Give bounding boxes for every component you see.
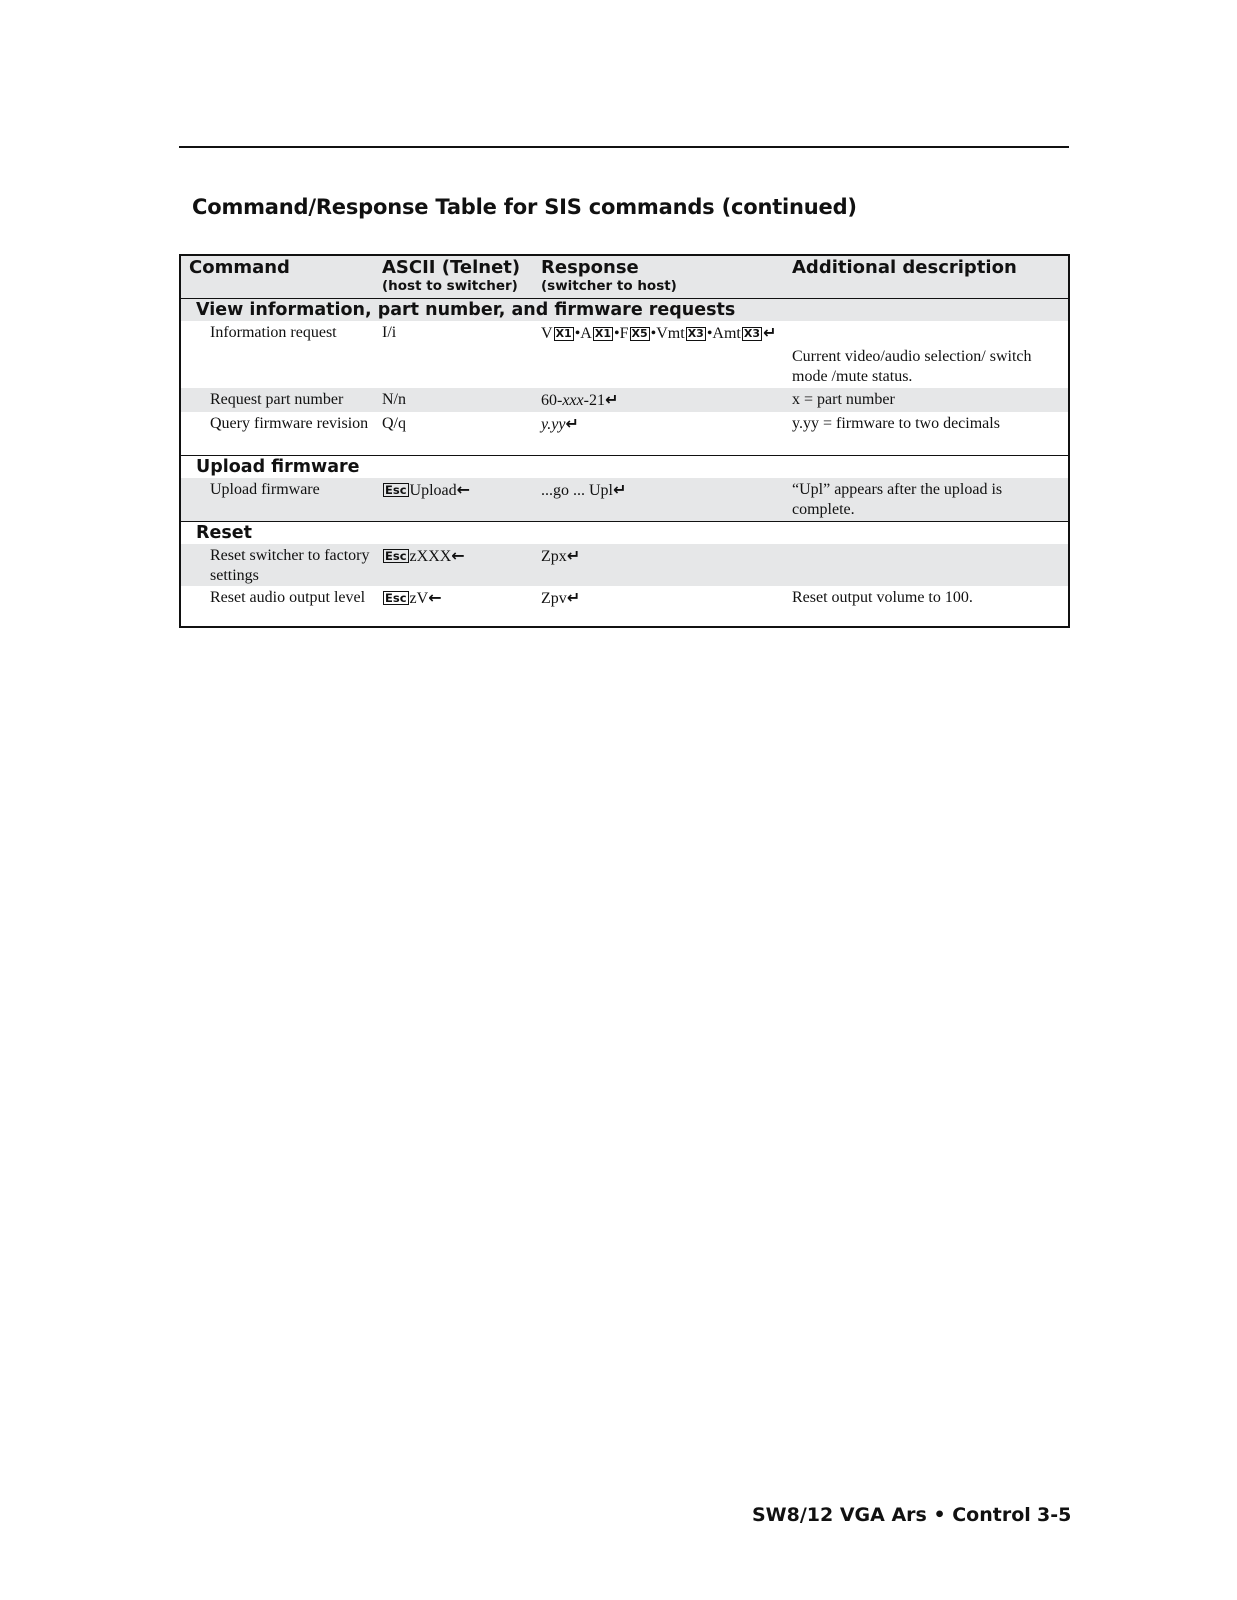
cell-command: Reset audio output level [210,589,366,606]
cell-description: x = part number [792,391,895,408]
variable-box: X1 [555,327,572,340]
section-info: View information, part number, and firmware requests [181,299,1068,321]
table-row [181,412,1068,455]
cell-ascii: I/i [382,324,397,341]
table-row [181,321,1068,388]
esc-key-icon: Esc [385,483,407,497]
cell-command: Reset switcher to factory settings [210,547,370,584]
variable-box: X5 [631,327,648,340]
cell-ascii: Esc Upload← [385,480,471,499]
footer-product: SW8/12 VGA Ars • Control [752,1504,1031,1526]
cell-response: y.yy↵ [541,414,579,433]
cell-description: Current video/audio selection/ switch mode /mute status. [792,348,1032,385]
table-row [181,388,1068,412]
enter-icon: ↵ [565,414,579,433]
esc-key-icon: Esc [385,591,407,605]
header-command: Command [189,257,290,278]
header-response-title: Response [541,257,639,278]
return-arrow-icon: ← [456,480,471,499]
return-arrow-icon: ← [428,588,442,607]
top-rule [179,146,1069,148]
variable-box: X1 [594,327,611,340]
cell-command: Query firmware revision [210,415,369,432]
cell-command: Request part number [210,391,344,408]
section-reset: Reset [181,521,1068,544]
header-response-sub: (switcher to host) [541,278,677,294]
esc-key-icon: Esc [385,549,407,563]
table-row [181,544,1068,586]
cell-ascii: Q/q [382,415,406,432]
cell-ascii: Esc zXXX← [385,546,465,565]
header-ascii-title: ASCII (Telnet) [382,257,521,278]
footer-page-number: 3-5 [1037,1504,1072,1526]
section-upload: Upload firmware [181,455,1068,478]
cell-response: Zpv↵ [541,588,581,607]
cell-response: ...go ... Upl↵ [541,480,627,499]
table-header [181,256,1068,299]
cell-response: Zpx↵ [541,546,581,565]
enter-icon: ↵ [763,323,777,342]
cell-description: Reset output volume to 100. [792,589,973,606]
table-row [181,478,1068,521]
cell-response: V X1 •A X1 •F X5 •Vmt X3 •Amt X3 ↵ [541,323,777,342]
variable-box: X3 [743,327,761,340]
variable-box: X3 [687,327,704,340]
cell-ascii: N/n [382,391,406,408]
cell-ascii: Esc zV← [385,588,442,607]
command-table [179,254,1070,628]
table-row [181,586,1068,626]
page-footer [752,1504,1072,1526]
cell-description: “Upl” appears after the upload is complete. [792,481,1003,518]
header-ascii [382,258,537,294]
enter-icon: ↵ [566,588,581,607]
cell-response: 60-xxx-21↵ [541,390,619,409]
enter-icon: ↵ [566,546,581,565]
enter-icon: ↵ [613,480,627,499]
header-response [541,258,791,294]
page-title: Command/Response Table for SIS commands (continued) [192,195,857,219]
return-arrow-icon: ← [451,546,465,565]
enter-icon: ↵ [604,390,619,409]
header-ascii-sub: (host to switcher) [382,278,518,294]
header-description: Additional description [792,257,1017,278]
cell-command: Information request [210,324,337,341]
cell-description: y.yy = firmware to two decimals [792,415,1000,432]
cell-command: Upload firmware [210,481,320,498]
